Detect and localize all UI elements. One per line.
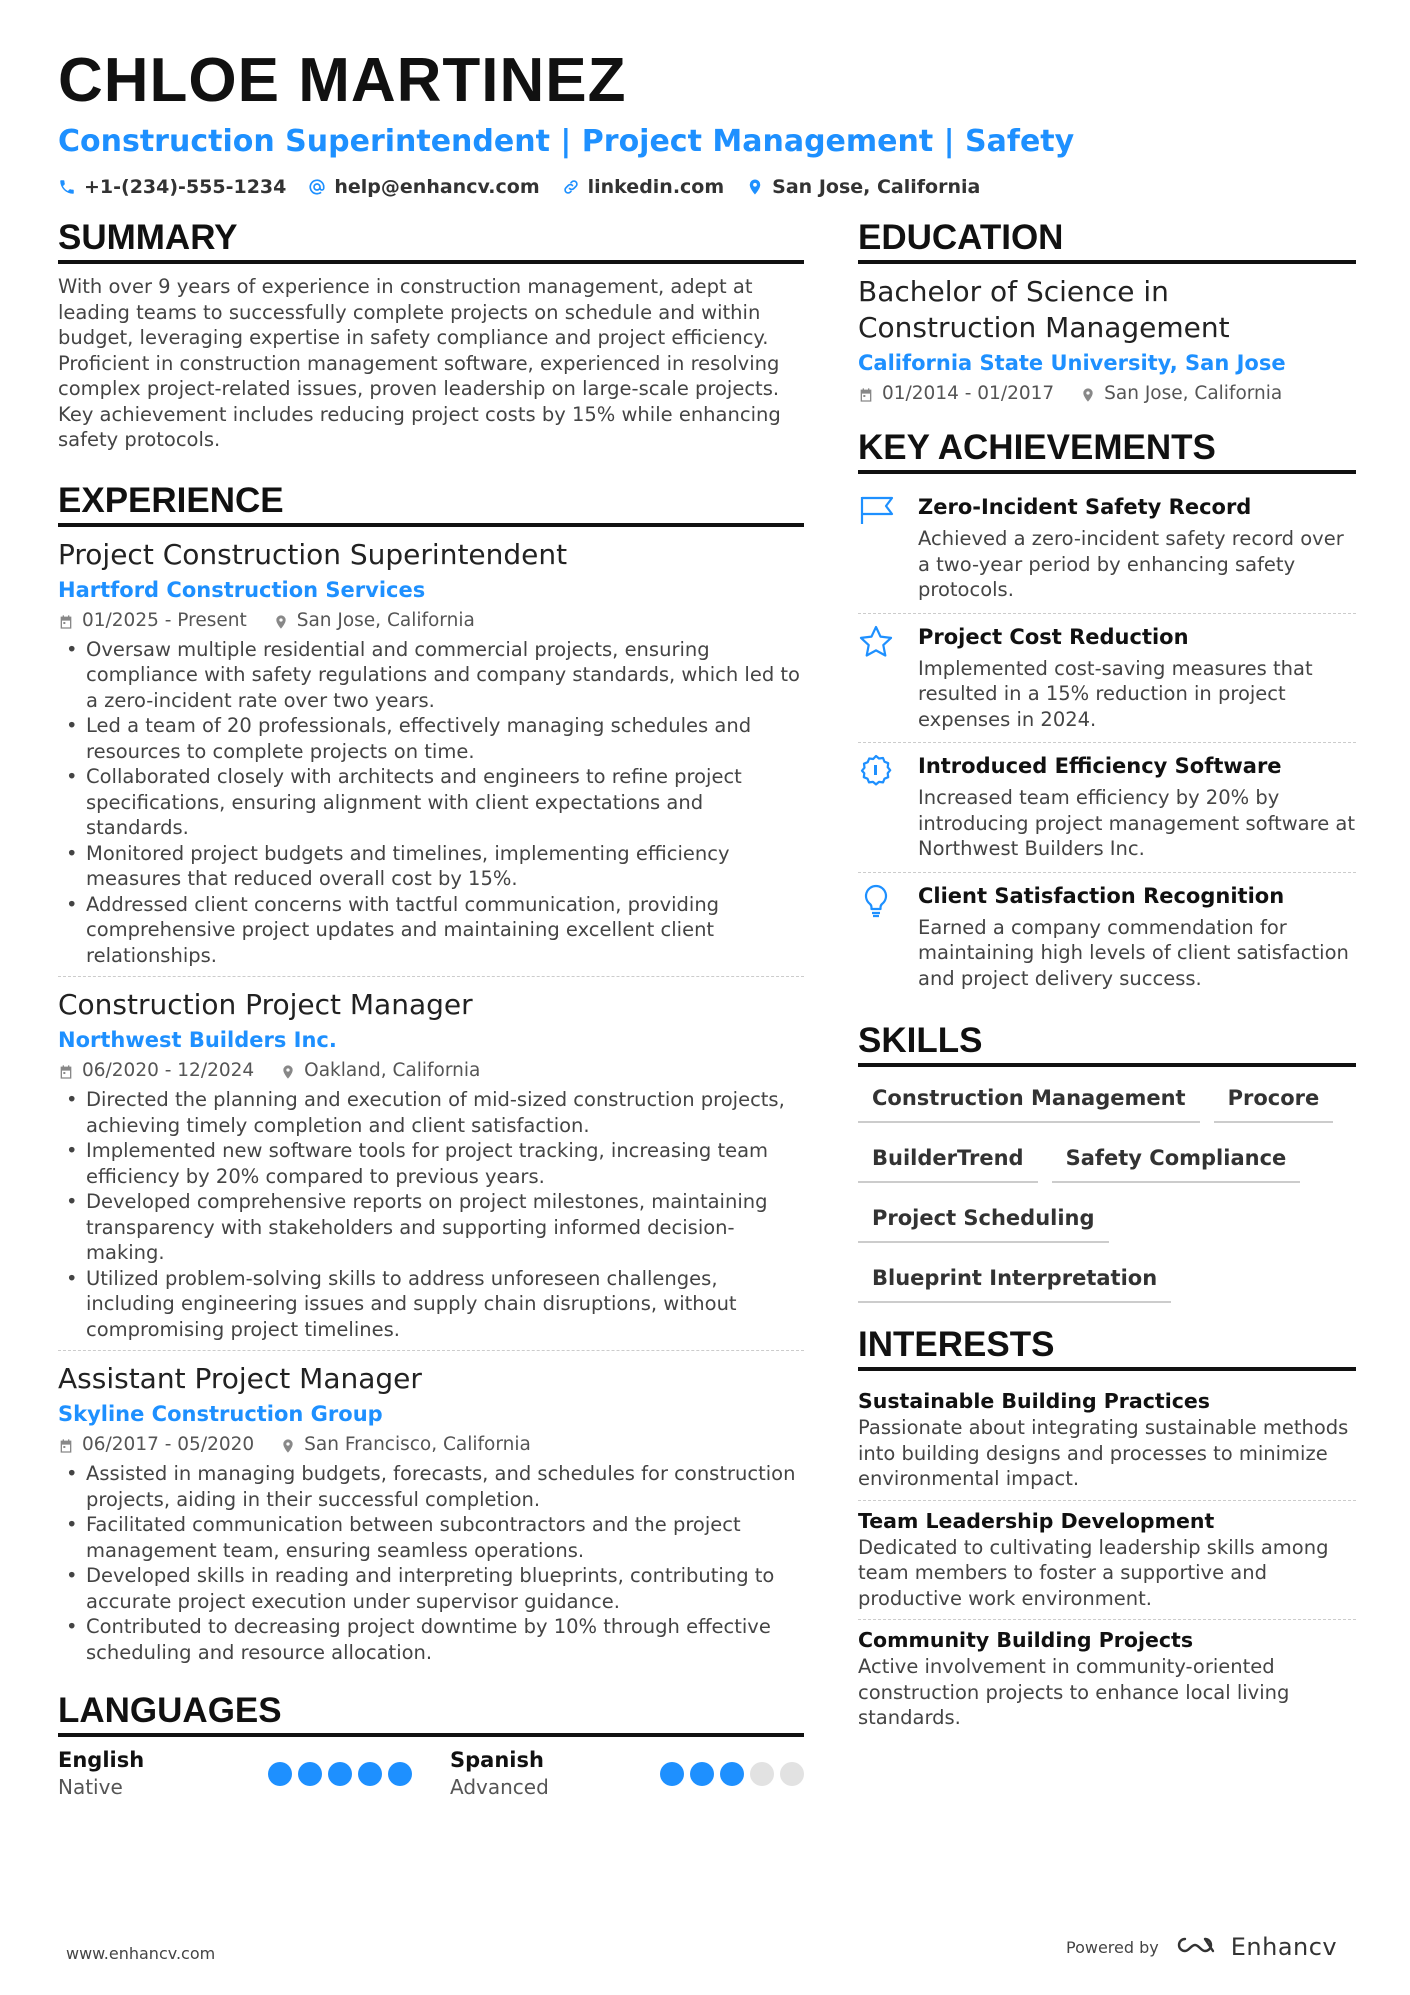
star-icon [858, 622, 900, 733]
company-name: Northwest Builders Inc. [58, 1028, 337, 1052]
left-column [58, 216, 804, 1801]
languages-heading: LANGUAGES [58, 1689, 804, 1737]
job-meta [58, 609, 804, 633]
education-meta [858, 382, 1356, 406]
linkedin-text: linkedin.com [587, 176, 725, 198]
experience-section [58, 479, 804, 1674]
language-level: Advanced [450, 1775, 549, 1799]
job-bullet: • Led a team of 20 professionals, effectively managing schedules and resources to complete projects on time. [58, 713, 804, 764]
experience-entry [58, 987, 804, 1351]
enhancv-logo-icon [1171, 1933, 1219, 1961]
job-bullet: • Directed the planning and execution of mid-sized construction projects, achieving timely completion and client satisfaction. [58, 1087, 804, 1138]
achievement-desc: Increased team efficiency by 20% by introducing project management software at Northwest Builders Inc. [918, 786, 1355, 860]
education-heading: EDUCATION [858, 216, 1356, 264]
interest-item [858, 1501, 1356, 1621]
interest-desc: Passionate about integrating sustainable methods into building designs and processes to minimize environmental impact. [858, 1416, 1349, 1490]
location-pin-icon [1080, 386, 1096, 402]
job-bullet: • Collaborated closely with architects and engineers to refine project specifications, ensuring alignment with client expectations and standards. [58, 764, 804, 841]
interest-title: Community Building Projects [858, 1628, 1194, 1652]
job-bullet: • Developed comprehensive reports on project milestones, maintaining transparency with stakeholders and supporting informed decision-making. [58, 1189, 804, 1266]
job-bullets [58, 1461, 804, 1665]
calendar-icon [58, 1437, 74, 1453]
rating-dot-filled [720, 1762, 744, 1786]
rating-dot-filled [268, 1762, 292, 1786]
award-icon [858, 751, 900, 862]
rating-dot-filled [358, 1762, 382, 1786]
rating-dot-filled [388, 1762, 412, 1786]
rating-dot-filled [298, 1762, 322, 1786]
contact-email[interactable] [308, 176, 539, 198]
job-bullet: • Utilized problem-solving skills to address unforeseen challenges, including engineering issues and supply chain disruptions, without compromising project timelines. [58, 1266, 804, 1343]
skill-tag: BuilderTrend [858, 1137, 1038, 1183]
achievement-title: Client Satisfaction Recognition [918, 883, 1285, 908]
rating-dot-filled [690, 1762, 714, 1786]
job-location: San Francisco, California [304, 1434, 531, 1455]
phone-icon [58, 178, 76, 196]
rating-dot-empty [780, 1762, 804, 1786]
job-dates: 06/2017 - 05/2020 [82, 1434, 255, 1455]
achievement-title: Introduced Efficiency Software [918, 754, 1282, 778]
achievement-item [858, 873, 1356, 1002]
phone-text: +1-(234)-555-1234 [84, 176, 287, 198]
lightbulb-icon [858, 881, 900, 992]
skills-list [858, 1077, 1356, 1303]
job-bullets [58, 637, 804, 969]
flag-icon [858, 492, 900, 603]
job-dates: 01/2025 - Present [82, 609, 247, 631]
education-section [858, 216, 1356, 406]
degree-title: Bachelor of Science in Construction Management [858, 275, 1230, 344]
achievement-item [858, 614, 1356, 744]
summary-text: With over 9 years of experience in construction management, adept at leading teams to successfully complete projects on schedule and within budget, leveraging expertise in safety compliance and project efficiency. Proficient in construction management software, experienced in resolving complex project-related issues, proven leadership on large-scale projects. Key achievement includes reducing project costs by 15% while enhancing safety protocols. [58, 275, 781, 451]
skills-heading: SKILLS [858, 1019, 1356, 1067]
location-text: San Jose, California [772, 176, 981, 198]
language-item [450, 1747, 804, 1801]
location-pin-icon [280, 1437, 296, 1453]
achievement-item [858, 743, 1356, 873]
job-bullet: • Oversaw multiple residential and commercial projects, ensuring compliance with safety regulations and company standards, which led to a zero-incident rate over two years. [58, 637, 804, 714]
location-pin-icon [280, 1063, 296, 1079]
languages-list [58, 1747, 804, 1801]
achievements-section [858, 426, 1356, 1001]
calendar-icon [858, 386, 874, 402]
interests-section [858, 1323, 1356, 1739]
language-item [58, 1747, 412, 1801]
job-meta [58, 1433, 804, 1457]
rating-dot-empty [750, 1762, 774, 1786]
achievements-heading: KEY ACHIEVEMENTS [858, 426, 1356, 474]
company-name: Skyline Construction Group [58, 1402, 383, 1426]
link-icon [562, 178, 580, 196]
languages-section [58, 1689, 804, 1801]
achievement-title: Zero-Incident Safety Record [918, 495, 1252, 519]
skill-tag: Blueprint Interpretation [858, 1257, 1171, 1303]
candidate-name: CHLOE MARTINEZ [58, 46, 627, 115]
calendar-icon [58, 613, 74, 629]
achievement-title: Project Cost Reduction [918, 624, 1189, 649]
job-bullet: • Monitored project budgets and timelines, implementing efficiency measures that reduced overall cost by 15%. [58, 841, 804, 892]
location-pin-icon [746, 178, 764, 196]
job-bullet: • Contributed to decreasing project downtime by 10% through effective scheduling and resource allocation. [58, 1614, 804, 1665]
education-location: San Jose, California [1104, 383, 1283, 404]
job-bullet: • Facilitated communication between subcontractors and the project management team, ensuring seamless operations. [58, 1512, 804, 1563]
right-column [858, 216, 1356, 1739]
achievement-desc: Achieved a zero-incident safety record over a two-year period by enhancing safety protocols. [918, 527, 1344, 601]
rating-dot-filled [660, 1762, 684, 1786]
contact-phone[interactable] [58, 176, 286, 198]
interest-item [858, 1620, 1356, 1739]
skill-tag: Construction Management [858, 1077, 1200, 1123]
job-title: Project Construction Superintendent [58, 537, 568, 571]
job-title: Assistant Project Manager [58, 1362, 422, 1395]
contact-row [58, 176, 1358, 198]
rating-dot-filled [328, 1762, 352, 1786]
language-name: English [58, 1748, 145, 1772]
powered-by-label: Powered by [1066, 1937, 1159, 1957]
summary-heading: SUMMARY [58, 216, 804, 264]
email-text: help@enhancv.com [334, 176, 540, 198]
summary-section [58, 216, 804, 453]
job-bullet: • Addressed client concerns with tactful communication, providing comprehensive project updates and maintaining excellent client relationships. [58, 892, 804, 969]
skill-tag: Safety Compliance [1052, 1137, 1301, 1183]
interest-desc: Active involvement in community-oriented construction projects to enhance local living standards. [858, 1655, 1290, 1729]
resume-header [58, 42, 1358, 198]
achievement-desc: Implemented cost-saving measures that resulted in a 15% reduction in project expenses in 2024. [918, 656, 1313, 731]
footer-website[interactable]: www.enhancv.com [66, 1944, 216, 1963]
contact-linkedin[interactable] [562, 176, 725, 198]
language-name: Spanish [450, 1748, 544, 1772]
language-rating [660, 1762, 804, 1786]
job-meta [58, 1059, 804, 1083]
job-bullet: • Assisted in managing budgets, forecasts, and schedules for construction projects, aiding in their successful completion. [58, 1461, 804, 1512]
skill-tag: Procore [1214, 1077, 1334, 1123]
experience-entry [58, 1361, 804, 1673]
location-pin-icon [273, 613, 289, 629]
interest-title: Sustainable Building Practices [858, 1389, 1210, 1413]
at-icon [308, 178, 326, 196]
footer-branding[interactable] [1066, 1933, 1337, 1961]
interest-title: Team Leadership Development [858, 1508, 1215, 1533]
job-bullet: • Developed skills in reading and interpreting blueprints, contributing to accurate project execution under supervisor guidance. [58, 1563, 804, 1614]
experience-entry [58, 537, 804, 978]
language-rating [268, 1762, 412, 1786]
brand-name: Enhancv [1230, 1933, 1338, 1961]
contact-location [746, 176, 980, 198]
candidate-headline: Construction Superintendent | Project Management | Safety [58, 124, 1075, 159]
job-location: San Jose, California [296, 609, 475, 631]
job-bullet: • Implemented new software tools for project tracking, increasing team efficiency by 20% compared to previous years. [58, 1138, 804, 1189]
interest-item [858, 1381, 1356, 1501]
job-title: Construction Project Manager [58, 988, 473, 1021]
job-location: Oakland, California [304, 1060, 481, 1081]
interests-heading: INTERESTS [858, 1323, 1356, 1371]
job-bullets [58, 1087, 804, 1342]
calendar-icon [58, 1063, 74, 1079]
education-dates: 01/2014 - 01/2017 [882, 383, 1055, 404]
job-dates: 06/2020 - 12/2024 [82, 1060, 255, 1081]
achievement-item [858, 484, 1356, 614]
language-level: Native [58, 1775, 123, 1799]
interest-desc: Dedicated to cultivating leadership skills among team members to foster a supportive and productive work environment. [858, 1535, 1329, 1610]
skills-section [858, 1019, 1356, 1303]
school-name: California State University, San Jose [858, 351, 1286, 375]
company-name: Hartford Construction Services [58, 577, 426, 602]
experience-heading: EXPERIENCE [58, 479, 804, 527]
skill-tag: Project Scheduling [858, 1197, 1109, 1243]
achievement-desc: Earned a company commendation for maintaining high levels of client satisfaction and project delivery success. [918, 915, 1349, 990]
